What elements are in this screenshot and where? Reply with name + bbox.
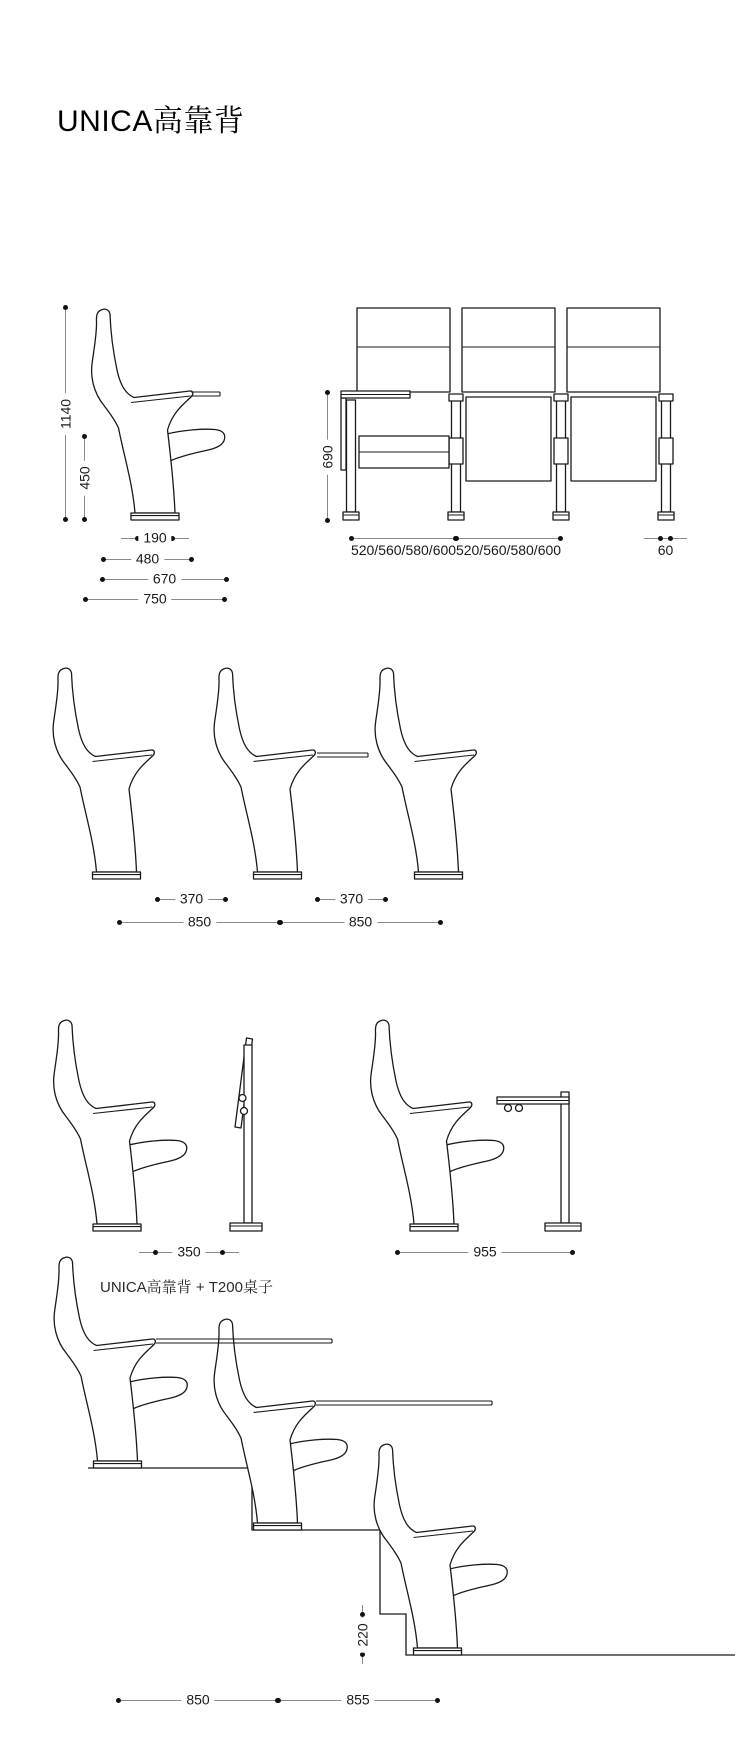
dim-dot	[63, 517, 68, 522]
dim-dot	[325, 390, 330, 395]
dim-label: 690	[319, 439, 336, 474]
step-tablet-line-2	[316, 1401, 492, 1405]
dim-dot	[558, 536, 563, 541]
dim-dot	[435, 1698, 440, 1703]
dim-label: 190	[138, 530, 171, 547]
dim-dot	[276, 1698, 281, 1703]
dim-dot	[570, 1250, 575, 1255]
dim-label: 370	[335, 891, 368, 908]
dim-dot	[220, 1250, 225, 1255]
dim-dot	[63, 305, 68, 310]
dim-label: 520/560/580/600	[455, 542, 562, 558]
t200-chair-folded	[54, 1020, 187, 1231]
dim-label: 60	[657, 542, 674, 558]
deployed-tablet	[317, 753, 368, 757]
row-spacing-chair-1	[53, 668, 154, 879]
dim-dot	[325, 518, 330, 523]
side-view-chair	[92, 309, 225, 520]
row-spacing-chair-2	[214, 668, 315, 879]
step-chair-3	[374, 1444, 507, 1655]
dim-extension	[223, 1252, 239, 1253]
dim-dot	[117, 920, 122, 925]
dim-line	[351, 538, 456, 539]
t200-table-open	[497, 1092, 581, 1231]
t200-table-folded	[230, 1038, 262, 1231]
dim-dot	[101, 557, 106, 562]
dim-label: 520/560/580/600	[350, 542, 457, 558]
dim-label: 850	[183, 914, 216, 931]
dim-label: 220	[354, 1617, 371, 1652]
dim-dot	[189, 557, 194, 562]
front-view-row	[341, 308, 674, 520]
dim-dot	[222, 597, 227, 602]
dim-dot	[153, 1250, 158, 1255]
dim-dot	[100, 577, 105, 582]
dim-dot	[668, 536, 673, 541]
dim-dot	[349, 536, 354, 541]
step-tablet-line-1	[156, 1339, 332, 1343]
dim-label: 1140	[57, 392, 74, 434]
dim-dot	[223, 897, 228, 902]
dim-label: 850	[344, 914, 377, 931]
dim-dot	[155, 897, 160, 902]
dim-label: 855	[341, 1692, 374, 1709]
dim-label: 370	[175, 891, 208, 908]
row-spacing-chair-3	[375, 668, 476, 879]
dim-dot	[383, 897, 388, 902]
dim-label: 450	[76, 460, 93, 495]
page-title: UNICA高靠背	[57, 105, 245, 138]
dim-dot	[454, 536, 459, 541]
dim-line	[456, 538, 561, 539]
dim-label: 480	[131, 551, 164, 568]
step-chair-2	[214, 1319, 347, 1530]
dim-dot	[438, 920, 443, 925]
dim-label: 955	[468, 1244, 501, 1261]
dim-dot	[360, 1652, 365, 1657]
dim-dot	[315, 897, 320, 902]
dim-dot	[278, 920, 283, 925]
dim-extension	[671, 538, 687, 539]
dim-dot	[224, 577, 229, 582]
t200-caption: UNICA高靠背 + T200桌子	[100, 1279, 273, 1296]
dim-extension	[173, 538, 189, 539]
t200-chair-open	[371, 1020, 504, 1231]
dim-dot	[395, 1250, 400, 1255]
dim-label: 670	[148, 571, 181, 588]
dim-dot	[82, 434, 87, 439]
dim-dot	[360, 1612, 365, 1617]
dim-dot	[82, 517, 87, 522]
dim-dot	[83, 597, 88, 602]
dim-label: 350	[172, 1244, 205, 1261]
dim-dot	[658, 536, 663, 541]
dim-label: 750	[138, 591, 171, 608]
dim-dot	[116, 1698, 121, 1703]
dim-label: 850	[181, 1692, 214, 1709]
